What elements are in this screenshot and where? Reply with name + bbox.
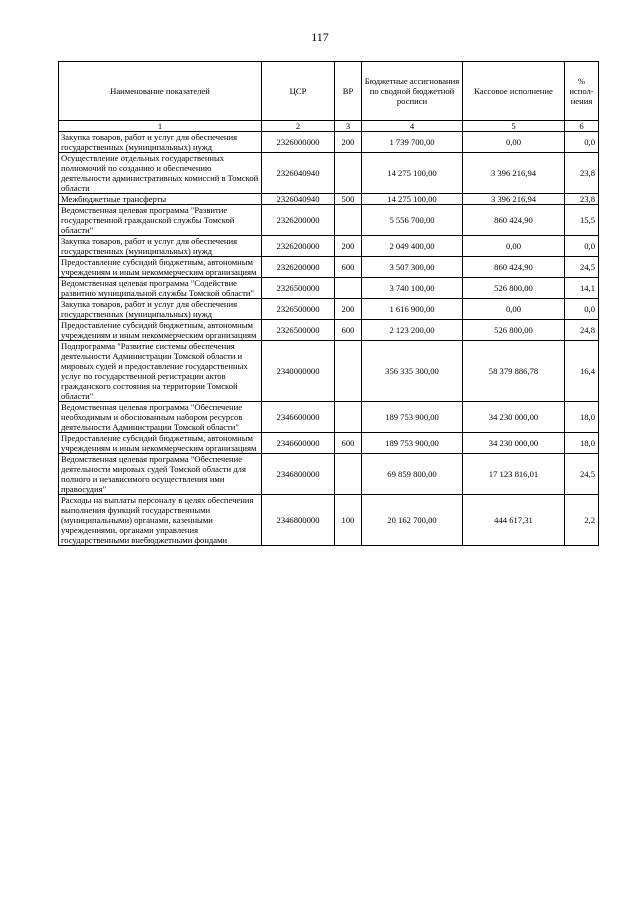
row-budget: 1 739 700,00 bbox=[362, 132, 463, 153]
row-csr: 2326200000 bbox=[262, 236, 335, 257]
column-number: 6 bbox=[565, 121, 599, 132]
row-budget: 356 335 300,00 bbox=[362, 341, 463, 402]
table-row bbox=[59, 454, 599, 495]
row-cash: 34 230 000,00 bbox=[463, 433, 565, 454]
row-pct: 18,0 bbox=[565, 433, 599, 454]
row-name: Предоставление субсидий бюджетным, автономным учреждениям и иным некоммерческим организациям bbox=[59, 433, 262, 454]
row-csr: 2326040940 bbox=[262, 194, 335, 205]
row-budget: 20 162 700,00 bbox=[362, 495, 463, 546]
row-vr: 600 bbox=[335, 433, 362, 454]
row-name: Расходы на выплаты персоналу в целях обеспечения выполнения функций государственными (муниципальными) органами, казенными учреждениями, органами управления государственными внебюджетными фондами bbox=[59, 495, 262, 546]
row-vr: 600 bbox=[335, 320, 362, 341]
table-row bbox=[59, 320, 599, 341]
table-row bbox=[59, 433, 599, 454]
budget-table bbox=[58, 61, 599, 546]
row-vr: 100 bbox=[335, 495, 362, 546]
table-row bbox=[59, 495, 599, 546]
header-cash: Кассовое исполнение bbox=[463, 62, 565, 121]
row-vr bbox=[335, 454, 362, 495]
row-pct: 0,0 bbox=[565, 132, 599, 153]
row-name: Осуществление отдельных государственных полномочий по созданию и обеспечению деятельности административных комиссий в Томской области bbox=[59, 153, 262, 194]
header-row bbox=[59, 62, 599, 121]
table-row bbox=[59, 278, 599, 299]
row-cash: 0,00 bbox=[463, 132, 565, 153]
row-name: Ведомственная целевая программа "Содействие развитию муниципальной службы Томской области" bbox=[59, 278, 262, 299]
row-pct: 24,5 bbox=[565, 454, 599, 495]
row-cash: 17 123 816,01 bbox=[463, 454, 565, 495]
row-vr bbox=[335, 341, 362, 402]
row-budget: 189 753 900,00 bbox=[362, 433, 463, 454]
row-cash: 526 800,00 bbox=[463, 320, 565, 341]
table-row bbox=[59, 194, 599, 205]
row-vr: 600 bbox=[335, 257, 362, 278]
row-vr bbox=[335, 278, 362, 299]
row-budget: 1 616 900,00 bbox=[362, 299, 463, 320]
row-name: Предоставление субсидий бюджетным, автономным учреждениям и иным некоммерческим организациям bbox=[59, 320, 262, 341]
row-csr: 2326500000 bbox=[262, 320, 335, 341]
row-name: Закупка товаров, работ и услуг для обеспечения государственных (муниципальных) нужд bbox=[59, 236, 262, 257]
row-budget: 2 049 400,00 bbox=[362, 236, 463, 257]
row-cash: 0,00 bbox=[463, 299, 565, 320]
row-pct: 23,8 bbox=[565, 153, 599, 194]
table-row bbox=[59, 236, 599, 257]
page-number: 117 bbox=[311, 30, 329, 44]
table-row bbox=[59, 153, 599, 194]
row-cash: 860 424,90 bbox=[463, 257, 565, 278]
row-budget: 189 753 900,00 bbox=[362, 402, 463, 433]
row-name: Ведомственная целевая программа "Обеспечение деятельности мировых судей Томской области для полного и независимого осуществления ими правосудия" bbox=[59, 454, 262, 495]
row-cash: 34 230 000,00 bbox=[463, 402, 565, 433]
row-budget: 2 123 200,00 bbox=[362, 320, 463, 341]
row-name: Подпрограмма "Развитие системы обеспечения деятельности Администрации Томской области и мировых судей и предоставление государственных услуг по государственной регистрации актов гражданского состояния на территории Томской области" bbox=[59, 341, 262, 402]
column-number: 3 bbox=[335, 121, 362, 132]
row-cash: 3 396 216,94 bbox=[463, 153, 565, 194]
row-pct: 14,1 bbox=[565, 278, 599, 299]
row-cash: 58 379 886,78 bbox=[463, 341, 565, 402]
row-vr: 500 bbox=[335, 194, 362, 205]
header-name: Наименование показателей bbox=[59, 62, 262, 121]
table-body bbox=[59, 132, 599, 546]
column-number: 2 bbox=[262, 121, 335, 132]
row-name: Предоставление субсидий бюджетным, автономным учреждениям и иным некоммерческим организациям bbox=[59, 257, 262, 278]
row-csr: 2326000000 bbox=[262, 132, 335, 153]
row-pct: 24,8 bbox=[565, 320, 599, 341]
row-budget: 5 556 700,00 bbox=[362, 205, 463, 236]
row-csr: 2346800000 bbox=[262, 495, 335, 546]
table-row bbox=[59, 257, 599, 278]
header-vr: ВР bbox=[335, 62, 362, 121]
row-cash: 0,00 bbox=[463, 236, 565, 257]
row-cash: 3 396 216,94 bbox=[463, 194, 565, 205]
header-pct: % испол-нения bbox=[565, 62, 599, 121]
row-csr: 2326200000 bbox=[262, 257, 335, 278]
table-row bbox=[59, 341, 599, 402]
row-pct: 0,0 bbox=[565, 236, 599, 257]
row-csr: 2346800000 bbox=[262, 454, 335, 495]
column-number-row bbox=[59, 121, 599, 132]
table-row bbox=[59, 132, 599, 153]
row-csr: 2346600000 bbox=[262, 433, 335, 454]
table-row bbox=[59, 299, 599, 320]
table-row bbox=[59, 402, 599, 433]
row-name: Закупка товаров, работ и услуг для обеспечения государственных (муниципальных) нужд bbox=[59, 132, 262, 153]
row-name: Межбюджетные трансферты bbox=[59, 194, 262, 205]
row-pct: 0,0 bbox=[565, 299, 599, 320]
header-csr: ЦСР bbox=[262, 62, 335, 121]
row-pct: 16,4 bbox=[565, 341, 599, 402]
row-csr: 2326500000 bbox=[262, 278, 335, 299]
row-csr: 2326500000 bbox=[262, 299, 335, 320]
row-budget: 3 507 300,00 bbox=[362, 257, 463, 278]
row-pct: 15,5 bbox=[565, 205, 599, 236]
row-name: Ведомственная целевая программа "Развитие государственной гражданской службы Томской области" bbox=[59, 205, 262, 236]
row-budget: 14 275 100,00 bbox=[362, 153, 463, 194]
row-vr: 200 bbox=[335, 132, 362, 153]
row-name: Ведомственная целевая программа "Обеспечение необходимым и обоснованным набором ресурсов деятельности Администрации Томской области" bbox=[59, 402, 262, 433]
row-pct: 2,2 bbox=[565, 495, 599, 546]
row-pct: 18,0 bbox=[565, 402, 599, 433]
row-pct: 24,5 bbox=[565, 257, 599, 278]
row-cash: 860 424,90 bbox=[463, 205, 565, 236]
row-csr: 2326200000 bbox=[262, 205, 335, 236]
row-cash: 526 800,00 bbox=[463, 278, 565, 299]
row-budget: 3 740 100,00 bbox=[362, 278, 463, 299]
column-number: 4 bbox=[362, 121, 463, 132]
row-vr bbox=[335, 402, 362, 433]
row-vr: 200 bbox=[335, 299, 362, 320]
row-csr: 2346600000 bbox=[262, 402, 335, 433]
row-cash: 444 617,31 bbox=[463, 495, 565, 546]
row-vr: 200 bbox=[335, 236, 362, 257]
table-row bbox=[59, 205, 599, 236]
row-csr: 2326040940 bbox=[262, 153, 335, 194]
row-budget: 69 859 800,00 bbox=[362, 454, 463, 495]
row-csr: 2340000000 bbox=[262, 341, 335, 402]
row-name: Закупка товаров, работ и услуг для обеспечения государственных (муниципальных) нужд bbox=[59, 299, 262, 320]
column-number: 1 bbox=[59, 121, 262, 132]
column-number: 5 bbox=[463, 121, 565, 132]
row-vr bbox=[335, 153, 362, 194]
row-pct: 23,8 bbox=[565, 194, 599, 205]
header-budget: Бюджетные ассигнования по сводной бюджетной росписи bbox=[362, 62, 463, 121]
row-vr bbox=[335, 205, 362, 236]
row-budget: 14 275 100,00 bbox=[362, 194, 463, 205]
